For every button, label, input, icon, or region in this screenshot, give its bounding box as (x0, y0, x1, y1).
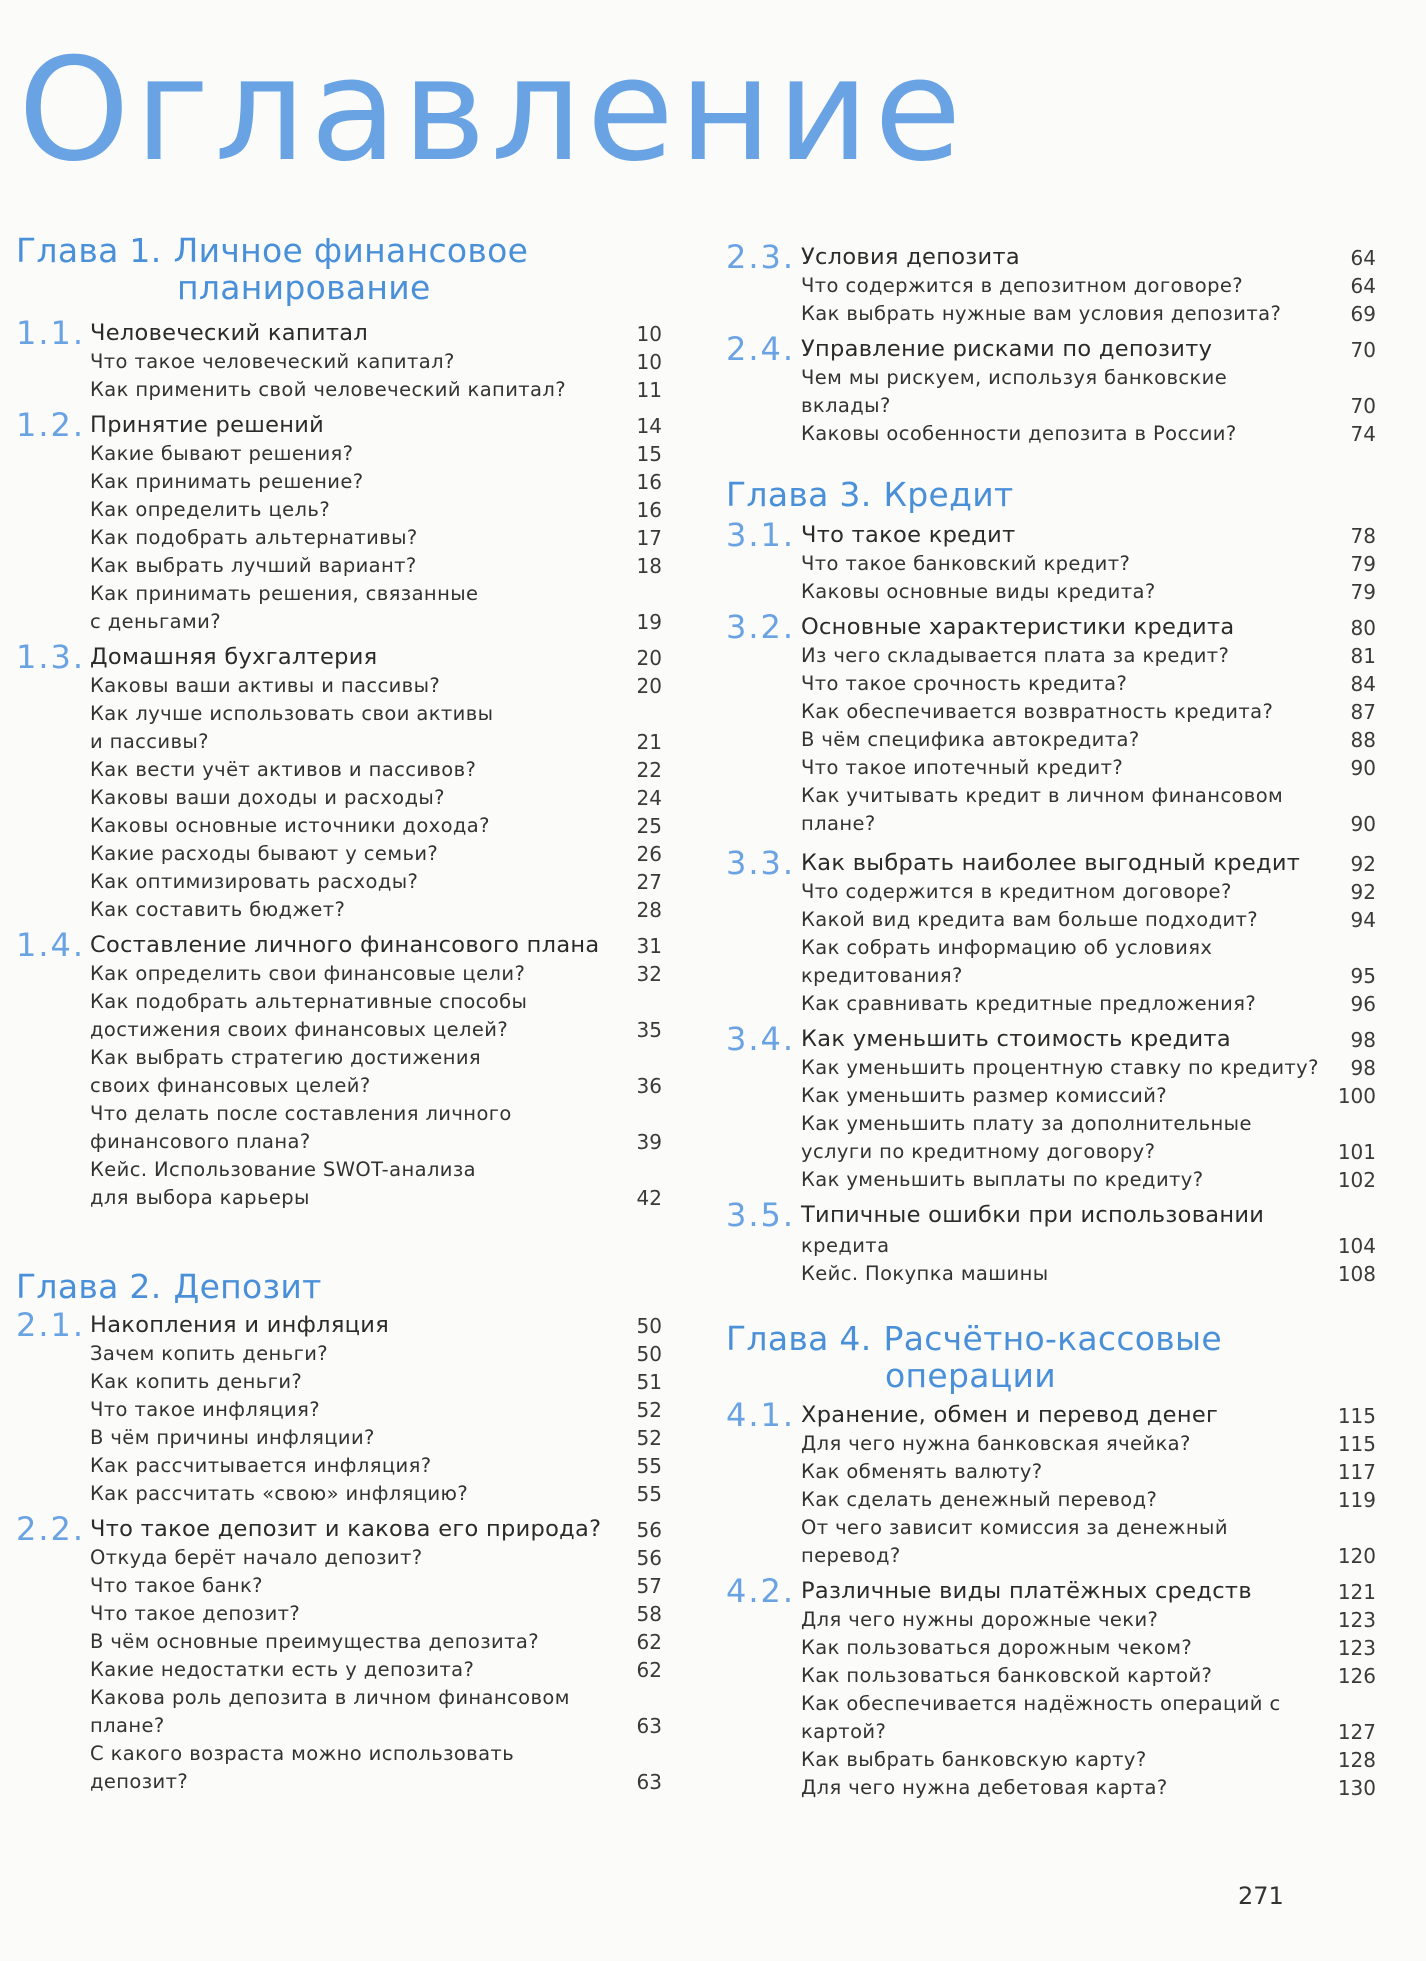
page-ref: 127 (1337, 1720, 1376, 1744)
question-text: Как уменьшить плату за дополнительные (801, 1112, 1252, 1135)
question-text: Как учитывать кредит в личном финансовом (801, 784, 1284, 807)
toc-section (726, 844, 1376, 882)
section-title: Принятие решений (90, 412, 325, 438)
question-text: Что содержится в кредитном договоре? (801, 880, 1232, 903)
page-ref: 95 (1350, 964, 1376, 988)
question-text: Каковы основные виды кредита? (801, 580, 1156, 603)
section-number: 2.4. (726, 330, 796, 368)
page-ref: 63 (636, 1770, 662, 1794)
page-ref: 55 (636, 1482, 662, 1506)
page-ref: 98 (1350, 1028, 1376, 1052)
chapter-title: Расчётно-кассовые (883, 1319, 1222, 1358)
toc-section (16, 314, 662, 352)
chapter-title-line-2: операции (885, 1356, 1056, 1395)
page-ref: 90 (1350, 756, 1376, 780)
question-text: Кейс. Покупка машины (801, 1262, 1049, 1285)
page-ref: 88 (1350, 728, 1376, 752)
page-ref: 24 (636, 786, 662, 810)
question-text: Что такое депозит? (90, 1602, 301, 1625)
question-text: Как сделать денежный перевод? (801, 1488, 1158, 1511)
question-text: Что такое инфляция? (90, 1398, 320, 1421)
toc-section (726, 330, 1376, 368)
page-ref: 31 (636, 934, 662, 958)
section-title: Домашняя бухгалтерия (90, 644, 378, 670)
section-number: 1.1. (16, 314, 86, 352)
page-ref: 22 (636, 758, 662, 782)
question-text: Как составить бюджет? (90, 898, 346, 921)
question-text: Как выбрать нужные вам условия депозита? (801, 302, 1282, 325)
question-text: финансового плана? (90, 1130, 311, 1153)
section-number: 3.2. (726, 608, 796, 646)
question-text: Как пользоваться дорожным чеком? (801, 1636, 1193, 1659)
page-ref: 35 (636, 1018, 662, 1042)
section-title: Различные виды платёжных средств (801, 1578, 1252, 1604)
section-title: Что такое депозит и какова его природа? (90, 1516, 602, 1542)
chapter-title: Кредит (883, 475, 1014, 514)
question-text: перевод? (801, 1544, 901, 1567)
page-ref: 126 (1337, 1664, 1376, 1688)
question-text: Как лучше использовать свои активы (90, 702, 494, 725)
page-ref: 87 (1350, 700, 1376, 724)
page-ref: 17 (636, 526, 662, 550)
question-text: Для чего нужна дебетовая карта? (801, 1776, 1168, 1799)
section-number: 1.4. (16, 926, 86, 964)
chapter-title: Депозит (173, 1267, 322, 1306)
question-text: Для чего нужны дорожные чеки? (801, 1608, 1159, 1631)
section-number: 3.5. (726, 1196, 796, 1234)
page-ref: 94 (1350, 908, 1376, 932)
question-text: кредита (801, 1234, 890, 1257)
question-text: Как принимать решения, связанные (90, 582, 479, 605)
page-ref: 119 (1337, 1488, 1376, 1512)
question-text: своих финансовых целей? (90, 1074, 371, 1097)
question-text: Как рассчитывается инфляция? (90, 1454, 432, 1477)
page-ref: 27 (636, 870, 662, 894)
page-ref: 98 (1350, 1056, 1376, 1080)
page-ref: 21 (636, 730, 662, 754)
section-title: Составление личного финансового плана (90, 932, 600, 958)
chapter-number: Глава 4. (726, 1319, 872, 1358)
question-text: Что такое банковский кредит? (801, 552, 1131, 575)
chapter-number: Глава 1. (16, 231, 162, 270)
page-ref: 121 (1337, 1580, 1376, 1604)
page-ref: 56 (636, 1546, 662, 1570)
section-number: 3.1. (726, 516, 796, 554)
question-text: Как принимать решение? (90, 470, 364, 493)
chapter-title-line-2: планирование (177, 268, 431, 307)
chapter-4-heading (726, 1320, 1222, 1394)
page-ref: 15 (636, 442, 662, 466)
page-ref: 10 (636, 350, 662, 374)
page-ref: 79 (1350, 552, 1376, 576)
question-text: кредитования? (801, 964, 963, 987)
page-ref: 79 (1350, 580, 1376, 604)
question-text: В чём основные преимущества депозита? (90, 1630, 539, 1653)
question-text: Как оптимизировать расходы? (90, 870, 419, 893)
question-text: Какие расходы бывают у семьи? (90, 842, 439, 865)
toc-section (726, 238, 1376, 276)
toc-section (726, 1196, 1376, 1234)
toc-section (726, 608, 1376, 646)
page-ref: 26 (636, 842, 662, 866)
question-text: с деньгами? (90, 610, 221, 633)
question-text: Каковы ваши активы и пассивы? (90, 674, 441, 697)
question-text: Как уменьшить выплаты по кредиту? (801, 1168, 1204, 1191)
section-title: Хранение, обмен и перевод денег (801, 1402, 1219, 1428)
question-text: Что содержится в депозитном договоре? (801, 274, 1243, 297)
page-ref: 92 (1350, 880, 1376, 904)
question-text: Каковы ваши доходы и расходы? (90, 786, 445, 809)
question-text: Зачем копить деньги? (90, 1342, 329, 1365)
question-text: плане? (801, 812, 876, 835)
page-ref: 58 (636, 1602, 662, 1626)
question-text: Чем мы рискуем, используя банковские (801, 366, 1228, 389)
section-title: Типичные ошибки при использовании (801, 1202, 1265, 1228)
page-ref: 51 (636, 1370, 662, 1394)
page-ref: 84 (1350, 672, 1376, 696)
section-number: 3.4. (726, 1020, 796, 1058)
page-ref: 70 (1350, 338, 1376, 362)
page-ref: 123 (1337, 1608, 1376, 1632)
question-text: Кейс. Использование SWOT-анализа (90, 1158, 477, 1181)
section-number: 4.1. (726, 1396, 796, 1434)
question-text: картой? (801, 1720, 887, 1743)
page-ref: 101 (1337, 1140, 1376, 1164)
page-ref: 62 (636, 1658, 662, 1682)
page-ref: 123 (1337, 1636, 1376, 1660)
question-text: Как копить деньги? (90, 1370, 303, 1393)
question-text: плане? (90, 1714, 165, 1737)
page-ref: 28 (636, 898, 662, 922)
page-ref: 128 (1337, 1748, 1376, 1772)
question-text: и пассивы? (90, 730, 209, 753)
page-ref: 63 (636, 1714, 662, 1738)
question-text: Как обеспечивается надёжность операций с (801, 1692, 1281, 1715)
toc-section (726, 516, 1376, 554)
page-ref: 120 (1337, 1544, 1376, 1568)
question-text: Как подобрать альтернативные способы (90, 990, 528, 1013)
question-text: Как применить свой человеческий капитал? (90, 378, 567, 401)
question-text: Какова роль депозита в личном финансовом (90, 1686, 570, 1709)
question-text: Как вести учёт активов и пассивов? (90, 758, 477, 781)
chapter-2-heading (16, 1268, 322, 1305)
page-ref: 62 (636, 1630, 662, 1654)
page-ref: 102 (1337, 1168, 1376, 1192)
question-text: Что такое банк? (90, 1574, 263, 1597)
page-ref: 78 (1350, 524, 1376, 548)
question-text: Какие недостатки есть у депозита? (90, 1658, 475, 1681)
question-text: Как выбрать стратегию достижения (90, 1046, 482, 1069)
page-ref: 115 (1337, 1432, 1376, 1456)
page-ref: 100 (1337, 1084, 1376, 1108)
question-text: Какой вид кредита вам больше подходит? (801, 908, 1259, 931)
page-ref: 81 (1350, 644, 1376, 668)
page-ref: 90 (1350, 812, 1376, 836)
page-ref: 108 (1337, 1262, 1376, 1286)
question-text: Как уменьшить размер комиссий? (801, 1084, 1168, 1107)
page-ref: 36 (636, 1074, 662, 1098)
section-number: 1.3. (16, 638, 86, 676)
toc-section (16, 638, 662, 676)
question-text: Как сравнивать кредитные предложения? (801, 992, 1257, 1015)
question-text: Как рассчитать «свою» инфляцию? (90, 1482, 469, 1505)
section-number: 4.2. (726, 1572, 796, 1610)
toc-section (16, 926, 662, 964)
page-ref: 80 (1350, 616, 1376, 640)
question-text: достижения своих финансовых целей? (90, 1018, 509, 1041)
question-text: депозит? (90, 1770, 189, 1793)
section-number: 2.2. (16, 1510, 86, 1548)
section-title: Как выбрать наиболее выгодный кредит (801, 850, 1301, 876)
question-text: В чём причины инфляции? (90, 1426, 375, 1449)
chapter-3-heading (726, 476, 1013, 513)
question-text: вклады? (801, 394, 891, 417)
toc-section (726, 1396, 1376, 1434)
question-text: Как пользоваться банковской картой? (801, 1664, 1213, 1687)
page-ref: 92 (1350, 852, 1376, 876)
toc-section (16, 406, 662, 444)
question-text: От чего зависит комиссия за денежный (801, 1516, 1228, 1539)
question-text: Что такое ипотечный кредит? (801, 756, 1124, 779)
page-ref: 117 (1337, 1460, 1376, 1484)
page-ref: 11 (636, 378, 662, 402)
chapter-number: Глава 2. (16, 1267, 162, 1306)
question-text: В чём специфика автокредита? (801, 728, 1140, 751)
question-text: Как определить свои финансовые цели? (90, 962, 526, 985)
section-title: Накопления и инфляция (90, 1312, 390, 1338)
section-title: Как уменьшить стоимость кредита (801, 1026, 1231, 1052)
page-ref: 50 (636, 1342, 662, 1366)
page-ref: 42 (636, 1186, 662, 1210)
page-ref: 39 (636, 1130, 662, 1154)
question-text: Как подобрать альтернативы? (90, 526, 418, 549)
section-title: Что такое кредит (801, 522, 1016, 548)
section-title: Человеческий капитал (90, 320, 368, 346)
section-number: 2.3. (726, 238, 796, 276)
page-ref: 18 (636, 554, 662, 578)
question-text: Что делать после составления личного (90, 1102, 512, 1125)
page-ref: 130 (1337, 1776, 1376, 1800)
section-number: 1.2. (16, 406, 86, 444)
page-ref: 74 (1350, 422, 1376, 446)
page-ref: 64 (1350, 274, 1376, 298)
page-ref: 25 (636, 814, 662, 838)
page-ref: 70 (1350, 394, 1376, 418)
toc-section (726, 1020, 1376, 1058)
toc-section (16, 1510, 662, 1548)
page-ref: 52 (636, 1426, 662, 1450)
page-ref: 115 (1337, 1404, 1376, 1428)
toc-section (16, 1306, 662, 1344)
section-number: 3.3. (726, 844, 796, 882)
page-ref: 32 (636, 962, 662, 986)
chapter-title: Личное финансовое (173, 231, 529, 270)
page-ref: 57 (636, 1574, 662, 1598)
question-text: Какие бывают решения? (90, 442, 354, 465)
page-ref: 52 (636, 1398, 662, 1422)
question-text: Что такое человеческий капитал? (90, 350, 455, 373)
question-text: Как определить цель? (90, 498, 331, 521)
page-ref: 96 (1350, 992, 1376, 1016)
chapter-1-heading (16, 232, 528, 306)
page-ref: 16 (636, 470, 662, 494)
page-title: Оглавление (18, 28, 967, 193)
question-text: услуги по кредитному договору? (801, 1140, 1156, 1163)
page-ref: 19 (636, 610, 662, 634)
question-text: Как собрать информацию об условиях (801, 936, 1213, 959)
question-text: Из чего складывается плата за кредит? (801, 644, 1230, 667)
section-number: 2.1. (16, 1306, 86, 1344)
question-text: Как выбрать лучший вариант? (90, 554, 417, 577)
page-ref: 10 (636, 322, 662, 346)
question-text: Каковы особенности депозита в России? (801, 422, 1237, 445)
question-text: Что такое срочность кредита? (801, 672, 1128, 695)
question-text: Откуда берёт начало депозит? (90, 1546, 423, 1569)
page-ref: 104 (1337, 1234, 1376, 1258)
page-number: 271 (1238, 1882, 1284, 1910)
question-text: С какого возраста можно использовать (90, 1742, 515, 1765)
question-text: для выбора карьеры (90, 1186, 310, 1209)
question-text: Как уменьшить процентную ставку по кредиту? (801, 1056, 1319, 1079)
question-text: Каковы основные источники дохода? (90, 814, 490, 837)
toc-section (726, 1572, 1376, 1610)
page-ref: 14 (636, 414, 662, 438)
question-text: Для чего нужна банковская ячейка? (801, 1432, 1191, 1455)
page-ref: 69 (1350, 302, 1376, 326)
section-title: Основные характеристики кредита (801, 614, 1235, 640)
page-ref: 64 (1350, 246, 1376, 270)
chapter-number: Глава 3. (726, 475, 872, 514)
question-text: Как выбрать банковскую карту? (801, 1748, 1147, 1771)
page-ref: 50 (636, 1314, 662, 1338)
page-ref: 16 (636, 498, 662, 522)
question-text: Как обеспечивается возвратность кредита? (801, 700, 1274, 723)
section-title: Управление рисками по депозиту (801, 336, 1213, 362)
page-ref: 55 (636, 1454, 662, 1478)
section-title: Условия депозита (801, 244, 1020, 270)
page-ref: 20 (636, 646, 662, 670)
page-ref: 20 (636, 674, 662, 698)
question-text: Как обменять валюту? (801, 1460, 1043, 1483)
page-ref: 56 (636, 1518, 662, 1542)
